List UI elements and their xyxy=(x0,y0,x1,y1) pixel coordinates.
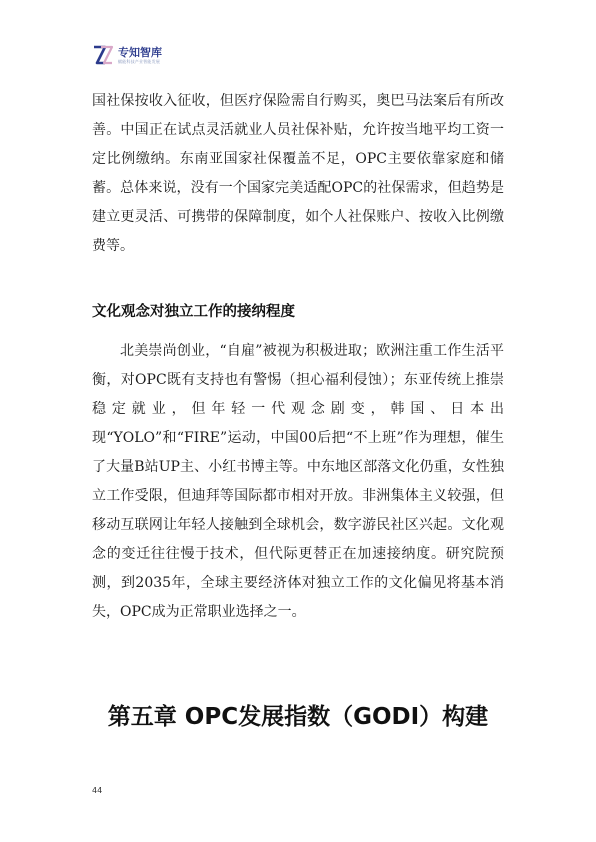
body-paragraph-2: 北美崇尚创业，“自雇”被视为积极进取；欧洲注重工作生活平衡，对OPC既有支持也有警惕（担心福利侵蚀）；东亚传统上推崇稳定就业，但年轻一代观念剧变，韩国、日本出现“YOLO”和“FIRE”运动，中国00后把“不上班”作为理想，催生了大量B站UP主、小红书博主等。中东地区部落文化仍重，女性独立工作受限，但迪拜等国际都市相对开放。非洲集体主义较强，但移动互联网让年轻人接触到全球机会，数字游民社区兴起。文化观念的变迁往往慢于技术，但代际更替正在加速接纳度。研究院预测，到2035年，全球主要经济体对独立工作的文化偏见将基本消失，OPC成为正常职业选择之一。 xyxy=(92,343,504,620)
chapter-title: 第五章 OPC发展指数（GODI）构建 xyxy=(107,704,489,730)
body-paragraph-1: 国社保按收入征收，但医疗保险需自行购买，奥巴马法案后有所改善。中国正在试点灵活就业人员社保补贴，允许按当地平均工资一定比例缴纳。东南亚国家社保覆盖不足，OPC主要依靠家庭和储蓄。总体来说，没有一个国家完美适配OPC的社保需求，但趋势是建立更灵活、可携带的保障制度，如个人社保账户、按收入比例缴费等。 xyxy=(92,93,504,254)
logo-subtitle: 赋能科技产业智能发展 xyxy=(118,59,160,64)
logo-name: 专知智库 xyxy=(118,46,162,59)
header-logo xyxy=(92,44,162,74)
logo-text-block xyxy=(118,47,162,65)
page-number: 44 xyxy=(92,786,103,795)
zk-logo-icon xyxy=(92,44,114,66)
section-heading: 文化观念对独立工作的接纳程度 xyxy=(92,304,295,320)
